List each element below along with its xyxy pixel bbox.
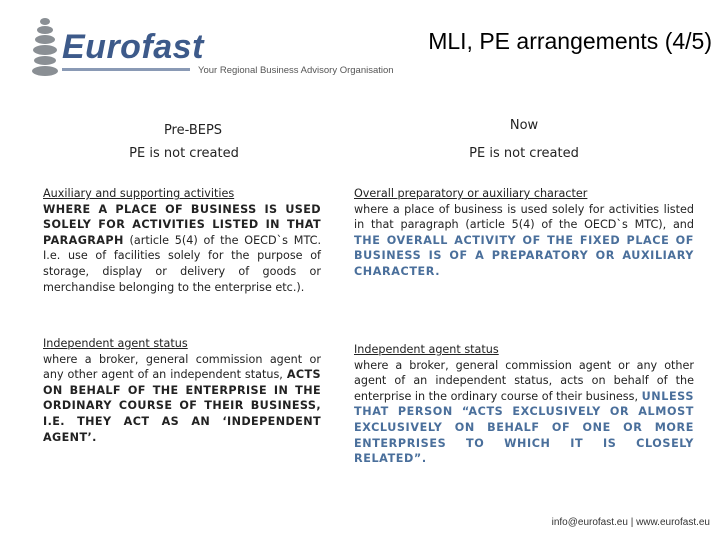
right-section-overall (354, 186, 694, 280)
left-section-agent (43, 336, 321, 445)
brand-rule (62, 68, 190, 71)
left-section1-body (43, 202, 321, 296)
left-section-auxiliary (43, 186, 321, 295)
right-section-agent (354, 342, 694, 467)
right-subheading: PE is not created (469, 146, 579, 161)
stones-icon (32, 18, 58, 76)
left-section2-title: Independent agent status (43, 337, 188, 350)
right-section2-body (354, 358, 694, 467)
left-section1-title: Auxiliary and supporting activities (43, 187, 235, 200)
right-section1-title: Overall preparatory or auxiliary character (354, 187, 588, 200)
left-section2-lead: where a broker, general commission agent or any other agent of an independent status, (43, 352, 321, 382)
left-section1-caps: WHERE A PLACE OF BUSINESS IS USED SOLELY FOR ACTIVITIES LISTED IN THAT PARAGRAPH (43, 202, 321, 247)
left-section2-caps: ACTS ON BEHALF OF THE ENTERPRISE IN THE ORDINARY COURSE OF THEIR BUSINESS, I.E. THEY ACT AS AN ‘INDEPENDENT AGENT’. (43, 368, 321, 444)
right-section2-title: Independent agent status (354, 343, 499, 356)
brand-name: Eurofast (62, 28, 204, 66)
right-section1-body (354, 202, 694, 280)
brand-tagline: Your Regional Business Advisory Organisation (198, 65, 394, 76)
eurofast-logo (28, 14, 394, 80)
left-section1-rest: (article 5(4) of the OECD`s MTC. I.e. use of facilities solely for the purpose of storage, display or delivery of goods or merchandise belonging to the enterprise etc.). (43, 233, 321, 294)
right-section1-lead: where a place of business is used solely for activities listed in that paragraph (article 5(4) of the OECD`s MTC), and (354, 202, 694, 232)
right-section2-lead: where a broker, general commission agent or any other agent of an independent status, acts on behalf of the enterprise in the ordinary course of their business, (354, 358, 694, 403)
left-subheading: PE is not created (129, 146, 239, 161)
right-heading: Now (509, 118, 539, 133)
left-heading: Pre-BEPS (163, 123, 223, 138)
slide-title: MLI, PE arrangements (4/5) (428, 28, 712, 54)
right-section2-blue: UNLESS THAT PERSON “ACTS EXCLUSIVELY OR ALMOST EXCLUSIVELY ON BEHALF OF ONE OR MORE ENTERPRISES TO WHICH IT IS CLOSELY RELATED”. (354, 389, 694, 466)
right-section1-blue: THE OVERALL ACTIVITY OF THE FIXED PLACE OF BUSINESS IS OF A PREPARATORY OR AUXILIARY CHARACTER. (354, 233, 694, 278)
footer-contact: info@eurofast.eu | www.eurofast.eu (551, 517, 710, 528)
left-section2-body (43, 352, 321, 446)
